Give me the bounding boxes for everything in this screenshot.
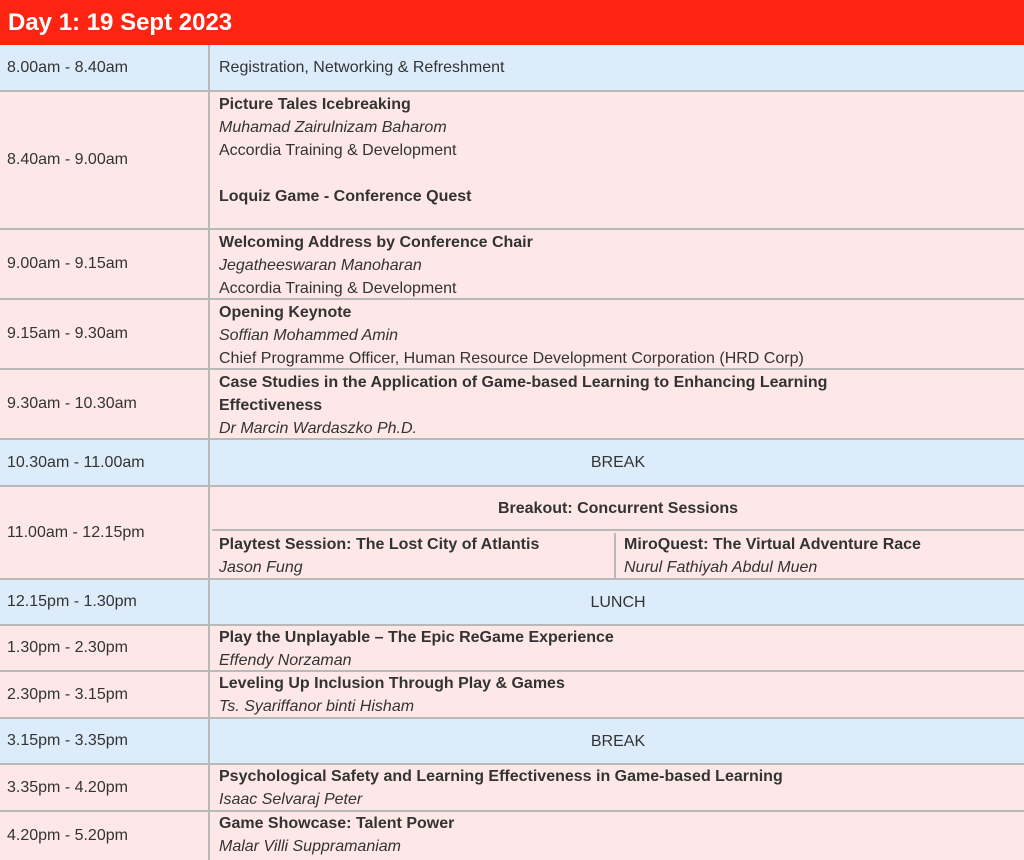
schedule-row <box>0 300 1024 370</box>
session-title-continued: Effectiveness <box>219 397 323 414</box>
schedule-row <box>0 45 1024 92</box>
session-cell <box>212 300 1024 368</box>
speaker-name: Malar Villi Suppramaniam <box>219 838 401 855</box>
time-slot: 9.15am - 9.30am <box>0 300 210 368</box>
time-slot: 2.30pm - 3.15pm <box>0 672 210 717</box>
break-label: BREAK <box>590 454 646 471</box>
time-slot: 10.30am - 11.00am <box>0 440 210 485</box>
speaker-name: Dr Marcin Wardaszko Ph.D. <box>219 420 417 437</box>
speaker-name: Jegatheeswaran Manoharan <box>219 257 422 274</box>
break-label: BREAK <box>590 732 646 750</box>
schedule-row <box>0 487 1024 580</box>
speaker-organization: Chief Programme Officer, Human Resource Development Corporation (HRD Corp) <box>219 350 804 367</box>
schedule-row <box>0 719 1024 765</box>
session-title: Play the Unplayable – The Epic ReGame Experience <box>219 629 614 646</box>
time-slot: 9.00am - 9.15am <box>0 230 210 298</box>
speaker-name: Effendy Norzaman <box>219 652 352 669</box>
schedule-row <box>0 440 1024 487</box>
time-slot: 11.00am - 12.15pm <box>0 487 210 578</box>
speaker-name: Ts. Syariffanor binti Hisham <box>219 698 415 715</box>
schedule-row <box>0 370 1024 440</box>
session-title: Game Showcase: Talent Power <box>219 815 455 832</box>
session-cell <box>212 672 1024 717</box>
lunch-cell <box>212 580 1024 624</box>
time-slot: 1.30pm - 2.30pm <box>0 626 210 670</box>
session-cell <box>212 765 1024 810</box>
speaker-name: Soffian Mohammed Amin <box>219 327 399 344</box>
time-slot: 4.20pm - 5.20pm <box>0 812 210 860</box>
session-title: Case Studies in the Application of Game-based Learning to Enhancing Learning <box>219 374 828 391</box>
schedule-row <box>0 580 1024 626</box>
lunch-label: LUNCH <box>590 593 646 611</box>
session-title: Registration, Networking & Refreshment <box>219 59 505 76</box>
session-cell <box>212 626 1024 670</box>
break-cell <box>212 440 1024 485</box>
speaker-name: Muhamad Zairulnizam Baharom <box>219 119 447 136</box>
time-slot: 8.00am - 8.40am <box>0 45 210 90</box>
break-cell <box>212 719 1024 763</box>
session-title: Psychological Safety and Learning Effectiveness in Game-based Learning <box>219 768 783 785</box>
concurrent-session <box>212 533 616 578</box>
time-slot: 9.30am - 10.30am <box>0 370 210 438</box>
session-cell <box>212 45 1024 90</box>
session-cell <box>212 230 1024 298</box>
speaker-name: Isaac Selvaraj Peter <box>219 791 363 808</box>
time-slot: 12.15pm - 1.30pm <box>0 580 210 624</box>
schedule-row <box>0 230 1024 300</box>
session-title: MiroQuest: The Virtual Adventure Race <box>624 536 921 553</box>
session-cell <box>212 92 1024 228</box>
speaker-organization: Accordia Training & Development <box>219 142 457 159</box>
breakout-heading-cell <box>212 487 1024 531</box>
time-slot: 8.40am - 9.00am <box>0 92 210 228</box>
speaker-name: Jason Fung <box>219 559 303 576</box>
time-slot: 3.35pm - 4.20pm <box>0 765 210 810</box>
time-slot: 3.15pm - 3.35pm <box>0 719 210 763</box>
breakout-cell <box>212 487 1024 578</box>
speaker-name: Nurul Fathiyah Abdul Muen <box>624 559 818 576</box>
breakout-heading: Breakout: Concurrent Sessions <box>497 499 739 517</box>
schedule-row <box>0 92 1024 230</box>
session-title: Leveling Up Inclusion Through Play & Games <box>219 675 565 692</box>
schedule-row <box>0 812 1024 860</box>
session-title: Loquiz Game - Conference Quest <box>219 188 472 205</box>
session-title: Opening Keynote <box>219 304 352 321</box>
schedule-row <box>0 765 1024 812</box>
session-title: Welcoming Address by Conference Chair <box>219 234 533 251</box>
session-cell <box>212 370 1024 438</box>
session-title: Playtest Session: The Lost City of Atlantis <box>219 536 540 553</box>
day-header: Day 1: 19 Sept 2023 <box>0 0 1024 45</box>
session-title: Picture Tales Icebreaking <box>219 96 411 113</box>
schedule-row <box>0 626 1024 672</box>
speaker-organization: Accordia Training & Development <box>219 280 457 297</box>
schedule-row <box>0 672 1024 719</box>
session-cell <box>212 812 1024 860</box>
concurrent-session <box>616 533 1024 578</box>
